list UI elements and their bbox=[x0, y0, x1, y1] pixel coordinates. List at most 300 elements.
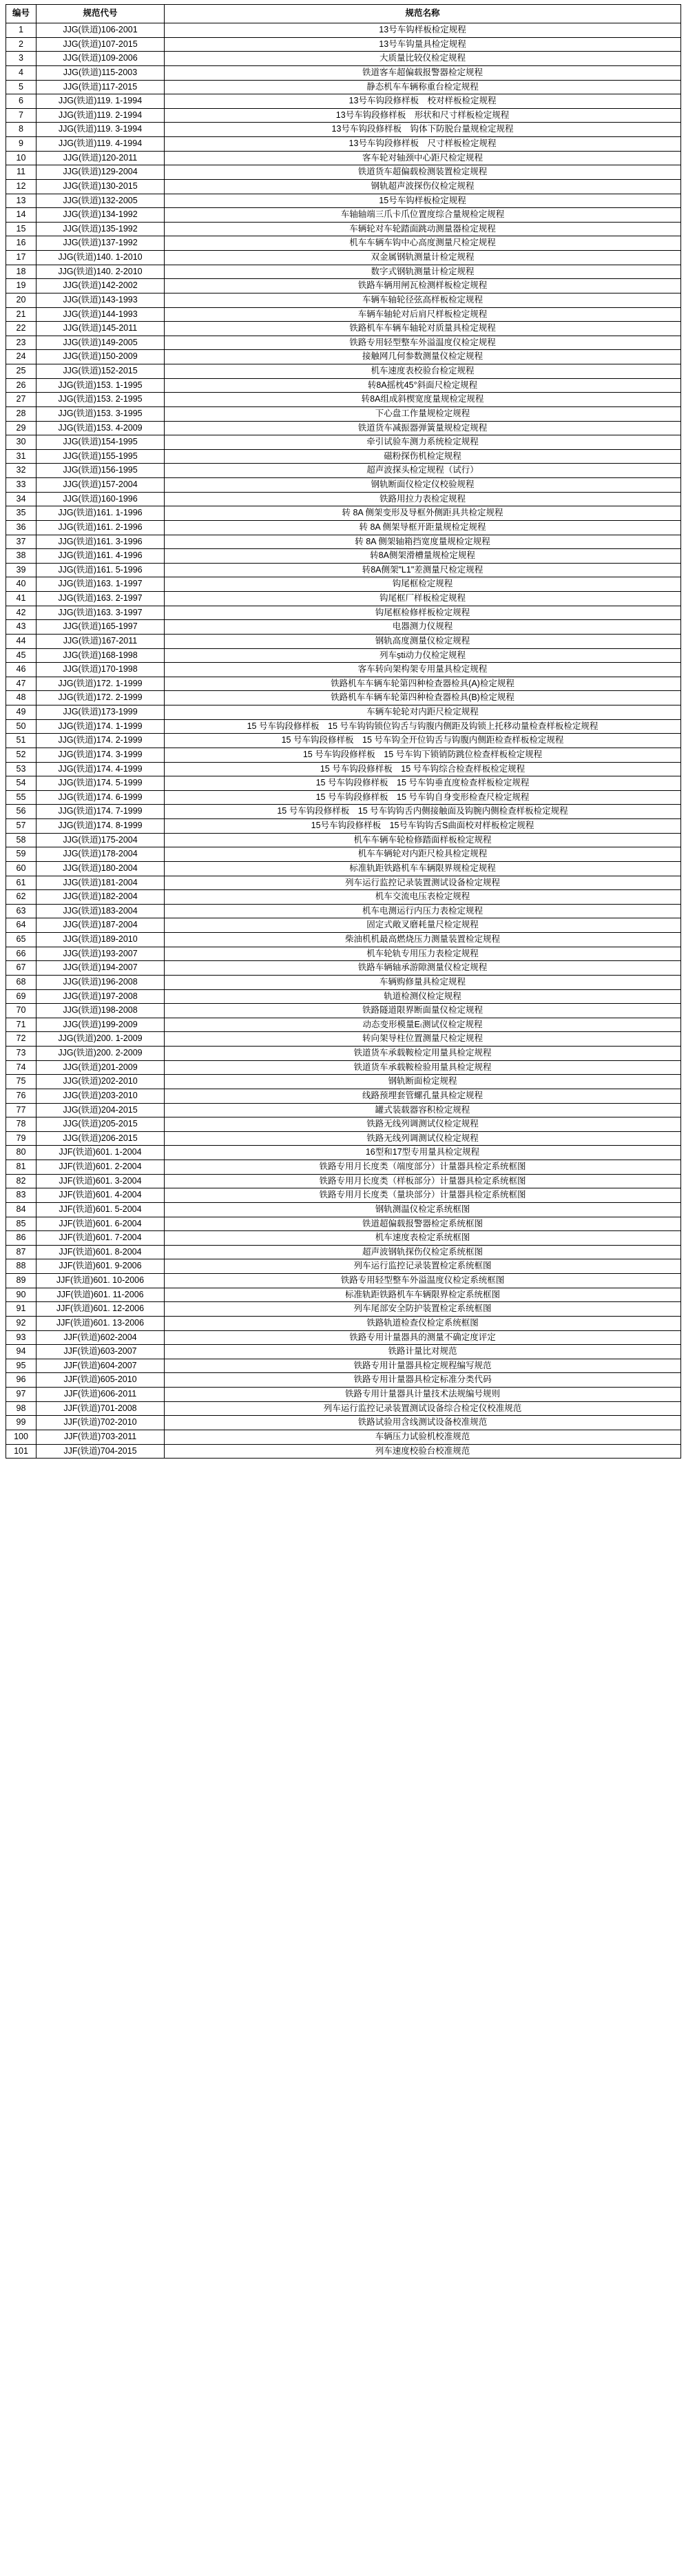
table-row bbox=[6, 606, 681, 620]
cell-number: 72 bbox=[6, 1032, 37, 1047]
cell-number: 11 bbox=[6, 165, 37, 180]
table-row bbox=[6, 1316, 681, 1330]
cell-number: 6 bbox=[6, 94, 37, 109]
table-row bbox=[6, 506, 681, 521]
cell-code: JJF(铁道)601. 3-2004 bbox=[37, 1174, 165, 1188]
cell-code: JJG(铁道)150-2009 bbox=[37, 350, 165, 364]
cell-number: 27 bbox=[6, 393, 37, 407]
cell-name: 固定式敞叉磨耗量尺检定规程 bbox=[165, 918, 681, 933]
cell-number: 63 bbox=[6, 904, 37, 918]
cell-name: 静态机车车辆称重台检定规程 bbox=[165, 80, 681, 94]
table-row bbox=[6, 975, 681, 989]
cell-number: 13 bbox=[6, 194, 37, 208]
table-row bbox=[6, 52, 681, 66]
cell-code: JJG(铁道)172. 2-1999 bbox=[37, 691, 165, 705]
table-row bbox=[6, 336, 681, 350]
cell-name: 铁路无线列调测试仪检定规程 bbox=[165, 1131, 681, 1146]
cell-number: 46 bbox=[6, 663, 37, 677]
cell-code: JJG(铁道)119. 2-1994 bbox=[37, 108, 165, 123]
cell-code: JJG(铁道)144-1993 bbox=[37, 307, 165, 322]
table-row bbox=[6, 520, 681, 535]
cell-code: JJG(铁道)149-2005 bbox=[37, 336, 165, 350]
table-row bbox=[6, 833, 681, 847]
table-row bbox=[6, 1160, 681, 1175]
table-row bbox=[6, 592, 681, 606]
cell-name: 铁路专用计量器具的测量不确定度评定 bbox=[165, 1330, 681, 1345]
cell-code: JJG(铁道)199-2009 bbox=[37, 1018, 165, 1032]
cell-number: 2 bbox=[6, 37, 37, 52]
cell-number: 78 bbox=[6, 1117, 37, 1132]
cell-code: JJG(铁道)183-2004 bbox=[37, 904, 165, 918]
cell-number: 16 bbox=[6, 236, 37, 251]
cell-code: JJG(铁道)178-2004 bbox=[37, 847, 165, 862]
cell-name: 机车轮轨专用压力表检定规程 bbox=[165, 947, 681, 961]
cell-code: JJG(铁道)196-2008 bbox=[37, 975, 165, 989]
cell-name: 转8A组成斜楔宽度量规检定规程 bbox=[165, 393, 681, 407]
cell-code: JJG(铁道)161. 2-1996 bbox=[37, 520, 165, 535]
cell-number: 67 bbox=[6, 961, 37, 976]
table-row bbox=[6, 65, 681, 80]
cell-code: JJG(铁道)167-2011 bbox=[37, 634, 165, 648]
cell-code: JJF(铁道)601. 6-2004 bbox=[37, 1217, 165, 1231]
cell-number: 86 bbox=[6, 1231, 37, 1246]
table-row bbox=[6, 236, 681, 251]
cell-name: 轨道检测仪检定规程 bbox=[165, 989, 681, 1004]
cell-name: 机车车辆车轮检修踏面样板检定规程 bbox=[165, 833, 681, 847]
cell-name: 接触网几何参数测量仪检定规程 bbox=[165, 350, 681, 364]
table-row bbox=[6, 634, 681, 648]
cell-number: 93 bbox=[6, 1330, 37, 1345]
cell-name: 车辆车轴轮对后肩尺样板检定规程 bbox=[165, 307, 681, 322]
cell-number: 26 bbox=[6, 378, 37, 393]
cell-name: 机车车辆轮对内距尺检具检定规程 bbox=[165, 847, 681, 862]
cell-code: JJF(铁道)601. 5-2004 bbox=[37, 1202, 165, 1217]
cell-number: 65 bbox=[6, 933, 37, 947]
table-row bbox=[6, 748, 681, 762]
cell-name: 转 8A 侧架轴箱挡宽度量规检定规程 bbox=[165, 535, 681, 549]
cell-name: 车轴轴端三爪卡爪位置度综合量规检定规程 bbox=[165, 208, 681, 223]
cell-number: 44 bbox=[6, 634, 37, 648]
cell-number: 19 bbox=[6, 279, 37, 293]
cell-code: JJG(铁道)173-1999 bbox=[37, 705, 165, 720]
cell-code: JJG(铁道)174. 4-1999 bbox=[37, 762, 165, 776]
cell-name: 铁路机车车辆车轴轮对质量具检定规程 bbox=[165, 322, 681, 336]
cell-code: JJF(铁道)601. 2-2004 bbox=[37, 1160, 165, 1175]
cell-code: JJG(铁道)163. 3-1997 bbox=[37, 606, 165, 620]
cell-name: 16型和17型专用量具检定规程 bbox=[165, 1146, 681, 1160]
cell-code: JJG(铁道)120-2011 bbox=[37, 151, 165, 165]
cell-name: 铁路轨道检查仪检定系统框图 bbox=[165, 1316, 681, 1330]
cell-number: 89 bbox=[6, 1274, 37, 1288]
cell-name: 铁道货车承载鞍检定用量具检定规程 bbox=[165, 1047, 681, 1061]
table-row bbox=[6, 549, 681, 564]
cell-name: 铁道超偏载报警器检定系统框图 bbox=[165, 1217, 681, 1231]
table-row bbox=[6, 1131, 681, 1146]
cell-code: JJG(铁道)145-2011 bbox=[37, 322, 165, 336]
cell-number: 35 bbox=[6, 506, 37, 521]
cell-name: 机车交流电压表检定规程 bbox=[165, 890, 681, 905]
cell-number: 100 bbox=[6, 1430, 37, 1444]
table-row bbox=[6, 1018, 681, 1032]
cell-number: 12 bbox=[6, 179, 37, 194]
cell-code: JJG(铁道)189-2010 bbox=[37, 933, 165, 947]
cell-name: 列车尾部安全防护装置检定系统框图 bbox=[165, 1302, 681, 1317]
table-row bbox=[6, 94, 681, 109]
cell-code: JJG(铁道)143-1993 bbox=[37, 293, 165, 307]
table-row bbox=[6, 1231, 681, 1246]
cell-name: 车辆车轮轮对内距尺检定规程 bbox=[165, 705, 681, 720]
cell-number: 92 bbox=[6, 1316, 37, 1330]
cell-number: 7 bbox=[6, 108, 37, 123]
cell-name: 列车运行监控记录装置测试设备检定规程 bbox=[165, 876, 681, 890]
cell-code: JJG(铁道)153. 1-1995 bbox=[37, 378, 165, 393]
cell-code: JJF(铁道)601. 1-2004 bbox=[37, 1146, 165, 1160]
cell-name: 铁路用拉力表检定规程 bbox=[165, 492, 681, 506]
cell-name: 铁路专用月长度类（样板部分）计量器具检定系统框图 bbox=[165, 1174, 681, 1188]
cell-number: 1 bbox=[6, 23, 37, 38]
cell-name: 客车转向架构架专用量具检定规程 bbox=[165, 663, 681, 677]
table-row bbox=[6, 222, 681, 236]
cell-name: 15 号车钩段修样板 15 号车钩自身变形检查尺检定规程 bbox=[165, 790, 681, 805]
table-row bbox=[6, 293, 681, 307]
cell-number: 90 bbox=[6, 1288, 37, 1302]
table-row bbox=[6, 322, 681, 336]
table-row bbox=[6, 1274, 681, 1288]
cell-name: 数字式钢轨测量计检定规程 bbox=[165, 265, 681, 279]
cell-name: 15 号车钩段修样板 15 号车钩钩舌内侧接触面及钩腕内侧检查样板检定规程 bbox=[165, 805, 681, 819]
cell-code: JJG(铁道)130-2015 bbox=[37, 179, 165, 194]
cell-code: JJG(铁道)153. 2-1995 bbox=[37, 393, 165, 407]
cell-number: 22 bbox=[6, 322, 37, 336]
cell-number: 75 bbox=[6, 1075, 37, 1089]
cell-code: JJG(铁道)174. 7-1999 bbox=[37, 805, 165, 819]
cell-number: 81 bbox=[6, 1160, 37, 1175]
table-row bbox=[6, 37, 681, 52]
cell-number: 3 bbox=[6, 52, 37, 66]
cell-name: 机车车辆车钩中心高度测量尺检定规程 bbox=[165, 236, 681, 251]
table-row bbox=[6, 933, 681, 947]
cell-code: JJG(铁道)174. 5-1999 bbox=[37, 776, 165, 791]
table-row bbox=[6, 378, 681, 393]
cell-name: 转 8A 侧架导框开距量规检定规程 bbox=[165, 520, 681, 535]
cell-code: JJG(铁道)119. 3-1994 bbox=[37, 123, 165, 137]
cell-name: 13号车钩段修样板 尺寸样板检定规程 bbox=[165, 137, 681, 152]
cell-name: 电器测力仪规程 bbox=[165, 620, 681, 635]
table-row bbox=[6, 364, 681, 379]
cell-name: 钩尾框检定规程 bbox=[165, 577, 681, 592]
table-row bbox=[6, 663, 681, 677]
cell-code: JJG(铁道)142-2002 bbox=[37, 279, 165, 293]
cell-name: 车辆车轴轮径弦高样板检定规程 bbox=[165, 293, 681, 307]
table-row bbox=[6, 1032, 681, 1047]
table-row bbox=[6, 1174, 681, 1188]
cell-code: JJG(铁道)160-1996 bbox=[37, 492, 165, 506]
cell-number: 95 bbox=[6, 1359, 37, 1373]
cell-name: 钢轨高度测量仪检定规程 bbox=[165, 634, 681, 648]
table-row bbox=[6, 80, 681, 94]
cell-name: 铁路机车车辆车轮第四种检查器检具(A)检定规程 bbox=[165, 677, 681, 691]
table-row bbox=[6, 620, 681, 635]
cell-name: 铁路无线列调测试仪检定规程 bbox=[165, 1117, 681, 1132]
cell-name: 15 号车钩段修样板 15 号车钩全开位钩舌与钩腹内侧距检查样板检定规程 bbox=[165, 734, 681, 748]
cell-number: 47 bbox=[6, 677, 37, 691]
cell-code: JJG(铁道)170-1998 bbox=[37, 663, 165, 677]
cell-name: 标准轨距铁路机车车辆限界检定系统框图 bbox=[165, 1288, 681, 1302]
table-row bbox=[6, 435, 681, 450]
cell-code: JJF(铁道)605-2010 bbox=[37, 1373, 165, 1388]
cell-number: 96 bbox=[6, 1373, 37, 1388]
cell-name: 下心盘工作量规检定规程 bbox=[165, 406, 681, 421]
cell-number: 71 bbox=[6, 1018, 37, 1032]
table-row bbox=[6, 478, 681, 493]
table-row bbox=[6, 805, 681, 819]
cell-code: JJG(铁道)204-2015 bbox=[37, 1103, 165, 1117]
cell-code: JJF(铁道)601. 7-2004 bbox=[37, 1231, 165, 1246]
table-row bbox=[6, 1330, 681, 1345]
cell-code: JJG(铁道)180-2004 bbox=[37, 861, 165, 876]
cell-name: 钩尾框检修样板检定规程 bbox=[165, 606, 681, 620]
table-row bbox=[6, 1089, 681, 1103]
cell-name: 铁道货车减振器弹簧量规检定规程 bbox=[165, 421, 681, 435]
table-row bbox=[6, 776, 681, 791]
cell-name: 标准轨距铁路机车车辆限界规检定规程 bbox=[165, 861, 681, 876]
cell-number: 66 bbox=[6, 947, 37, 961]
cell-code: JJG(铁道)165-1997 bbox=[37, 620, 165, 635]
table-row bbox=[6, 1047, 681, 1061]
cell-code: JJG(铁道)163. 1-1997 bbox=[37, 577, 165, 592]
table-body bbox=[6, 23, 681, 1459]
table-row bbox=[6, 137, 681, 152]
cell-name: 客车轮对轴颈中心距尺检定规程 bbox=[165, 151, 681, 165]
cell-code: JJG(铁道)175-2004 bbox=[37, 833, 165, 847]
table-row bbox=[6, 165, 681, 180]
table-row bbox=[6, 876, 681, 890]
cell-number: 80 bbox=[6, 1146, 37, 1160]
cell-number: 34 bbox=[6, 492, 37, 506]
column-header-code: 规范代号 bbox=[37, 5, 165, 23]
cell-name: 转 8A 侧架变形及导框外侧距具共检定规程 bbox=[165, 506, 681, 521]
cell-code: JJG(铁道)153. 4-2009 bbox=[37, 421, 165, 435]
cell-number: 9 bbox=[6, 137, 37, 152]
cell-number: 88 bbox=[6, 1259, 37, 1274]
cell-number: 68 bbox=[6, 975, 37, 989]
cell-number: 5 bbox=[6, 80, 37, 94]
table-row bbox=[6, 1388, 681, 1402]
table-row bbox=[6, 1373, 681, 1388]
cell-name: 13号车钩量具检定规程 bbox=[165, 37, 681, 52]
cell-name: 钢轨断面检定规程 bbox=[165, 1075, 681, 1089]
cell-number: 85 bbox=[6, 1217, 37, 1231]
cell-name: 铁道客车超偏载报警器检定规程 bbox=[165, 65, 681, 80]
table-row bbox=[6, 208, 681, 223]
table-row bbox=[6, 151, 681, 165]
cell-number: 30 bbox=[6, 435, 37, 450]
cell-number: 57 bbox=[6, 819, 37, 834]
table-row bbox=[6, 1416, 681, 1430]
cell-code: JJG(铁道)119. 1-1994 bbox=[37, 94, 165, 109]
cell-name: 铁路机车车辆车轮第四种检查器检具(B)检定规程 bbox=[165, 691, 681, 705]
table-row bbox=[6, 790, 681, 805]
cell-code: JJG(铁道)154-1995 bbox=[37, 435, 165, 450]
cell-code: JJG(铁道)161. 3-1996 bbox=[37, 535, 165, 549]
cell-number: 21 bbox=[6, 307, 37, 322]
cell-code: JJG(铁道)168-1998 bbox=[37, 648, 165, 663]
cell-name: 线路预埋套管螺孔量具检定规程 bbox=[165, 1089, 681, 1103]
table-row bbox=[6, 194, 681, 208]
cell-name: 超声波探头检定规程（试行） bbox=[165, 464, 681, 478]
cell-number: 52 bbox=[6, 748, 37, 762]
cell-code: JJF(铁道)604-2007 bbox=[37, 1359, 165, 1373]
cell-code: JJF(铁道)702-2010 bbox=[37, 1416, 165, 1430]
cell-number: 83 bbox=[6, 1188, 37, 1203]
cell-number: 82 bbox=[6, 1174, 37, 1188]
table-row bbox=[6, 1060, 681, 1075]
cell-number: 25 bbox=[6, 364, 37, 379]
cell-name: 铁路专用月长度类（量块部分）计量器具检定系统框图 bbox=[165, 1188, 681, 1203]
table-row bbox=[6, 563, 681, 577]
cell-name: 转向架导柱位置测量尺检定规程 bbox=[165, 1032, 681, 1047]
table-row bbox=[6, 1217, 681, 1231]
cell-code: JJG(铁道)163. 2-1997 bbox=[37, 592, 165, 606]
cell-code: JJG(铁道)182-2004 bbox=[37, 890, 165, 905]
table-row bbox=[6, 535, 681, 549]
cell-code: JJG(铁道)119. 4-1994 bbox=[37, 137, 165, 152]
table-row bbox=[6, 904, 681, 918]
cell-code: JJG(铁道)194-2007 bbox=[37, 961, 165, 976]
table-row bbox=[6, 279, 681, 293]
table-row bbox=[6, 393, 681, 407]
cell-code: JJG(铁道)201-2009 bbox=[37, 1060, 165, 1075]
table-row bbox=[6, 179, 681, 194]
cell-number: 74 bbox=[6, 1060, 37, 1075]
cell-name: 铁路专用计量器具检定规程编写规范 bbox=[165, 1359, 681, 1373]
table-row bbox=[6, 847, 681, 862]
cell-name: 钩尾框厂样板检定规程 bbox=[165, 592, 681, 606]
table-row bbox=[6, 1117, 681, 1132]
cell-name: 铁路专用计量器具检定标准分类代码 bbox=[165, 1373, 681, 1388]
cell-code: JJG(铁道)206-2015 bbox=[37, 1131, 165, 1146]
table-row bbox=[6, 350, 681, 364]
cell-number: 55 bbox=[6, 790, 37, 805]
table-row bbox=[6, 1430, 681, 1444]
cell-code: JJG(铁道)161. 5-1996 bbox=[37, 563, 165, 577]
cell-code: JJG(铁道)202-2010 bbox=[37, 1075, 165, 1089]
cell-code: JJG(铁道)181-2004 bbox=[37, 876, 165, 890]
cell-name: 列车ști动力仪检定规程 bbox=[165, 648, 681, 663]
cell-number: 97 bbox=[6, 1388, 37, 1402]
cell-number: 32 bbox=[6, 464, 37, 478]
table-row bbox=[6, 1004, 681, 1018]
table-row bbox=[6, 691, 681, 705]
cell-number: 17 bbox=[6, 251, 37, 265]
cell-code: JJG(铁道)203-2010 bbox=[37, 1089, 165, 1103]
cell-number: 77 bbox=[6, 1103, 37, 1117]
cell-name: 15 号车钩段修样板 15 号车钩综合检查样板检定规程 bbox=[165, 762, 681, 776]
cell-code: JJG(铁道)200. 1-2009 bbox=[37, 1032, 165, 1047]
cell-name: 铁路试验用含线测试设备校准规范 bbox=[165, 1416, 681, 1430]
cell-code: JJG(铁道)197-2008 bbox=[37, 989, 165, 1004]
table-row bbox=[6, 449, 681, 464]
cell-name: 超声波钢轨探伤仪检定系统框图 bbox=[165, 1245, 681, 1259]
cell-code: JJG(铁道)161. 4-1996 bbox=[37, 549, 165, 564]
cell-code: JJF(铁道)601. 10-2006 bbox=[37, 1274, 165, 1288]
cell-code: JJG(铁道)187-2004 bbox=[37, 918, 165, 933]
cell-number: 33 bbox=[6, 478, 37, 493]
table-row bbox=[6, 123, 681, 137]
cell-name: 钢轨测温仪检定系统框图 bbox=[165, 1202, 681, 1217]
cell-name: 列车运行监控记录装置检定系统框图 bbox=[165, 1259, 681, 1274]
cell-code: JJG(铁道)115-2003 bbox=[37, 65, 165, 80]
cell-code: JJG(铁道)172. 1-1999 bbox=[37, 677, 165, 691]
cell-number: 79 bbox=[6, 1131, 37, 1146]
cell-number: 54 bbox=[6, 776, 37, 791]
table-row bbox=[6, 861, 681, 876]
cell-code: JJF(铁道)601. 4-2004 bbox=[37, 1188, 165, 1203]
cell-name: 铁路专用轻型整车外溢温度仪检定系统框图 bbox=[165, 1274, 681, 1288]
cell-name: 机车速度表校验台检定规程 bbox=[165, 364, 681, 379]
cell-number: 98 bbox=[6, 1401, 37, 1416]
table-header bbox=[6, 5, 681, 23]
table-row bbox=[6, 961, 681, 976]
cell-number: 40 bbox=[6, 577, 37, 592]
cell-number: 76 bbox=[6, 1089, 37, 1103]
cell-number: 43 bbox=[6, 620, 37, 635]
cell-code: JJG(铁道)129-2004 bbox=[37, 165, 165, 180]
cell-number: 70 bbox=[6, 1004, 37, 1018]
cell-code: JJG(铁道)174. 8-1999 bbox=[37, 819, 165, 834]
cell-name: 大质量比较仪检定规程 bbox=[165, 52, 681, 66]
cell-code: JJG(铁道)174. 6-1999 bbox=[37, 790, 165, 805]
table-row bbox=[6, 648, 681, 663]
table-row bbox=[6, 890, 681, 905]
cell-name: 柴油机机最高燃烧压力测量装置检定规程 bbox=[165, 933, 681, 947]
cell-code: JJG(铁道)109-2006 bbox=[37, 52, 165, 66]
cell-code: JJF(铁道)606-2011 bbox=[37, 1388, 165, 1402]
cell-number: 38 bbox=[6, 549, 37, 564]
cell-name: 双金属钢轨测量计检定规程 bbox=[165, 251, 681, 265]
table-row bbox=[6, 1259, 681, 1274]
cell-number: 31 bbox=[6, 449, 37, 464]
cell-name: 15 号车钩段修样板 15 号车钩垂直度检查样板检定规程 bbox=[165, 776, 681, 791]
cell-name: 机车速度表检定系统框图 bbox=[165, 1231, 681, 1246]
cell-number: 23 bbox=[6, 336, 37, 350]
cell-number: 50 bbox=[6, 719, 37, 734]
table-row bbox=[6, 251, 681, 265]
cell-number: 56 bbox=[6, 805, 37, 819]
table-row bbox=[6, 734, 681, 748]
cell-number: 39 bbox=[6, 563, 37, 577]
cell-number: 28 bbox=[6, 406, 37, 421]
table-row bbox=[6, 1202, 681, 1217]
cell-number: 84 bbox=[6, 1202, 37, 1217]
table-row bbox=[6, 1075, 681, 1089]
table-row bbox=[6, 1345, 681, 1359]
table-row bbox=[6, 23, 681, 38]
cell-code: JJG(铁道)132-2005 bbox=[37, 194, 165, 208]
cell-code: JJF(铁道)601. 12-2006 bbox=[37, 1302, 165, 1317]
table-row bbox=[6, 677, 681, 691]
table-row bbox=[6, 1444, 681, 1459]
cell-code: JJG(铁道)198-2008 bbox=[37, 1004, 165, 1018]
cell-number: 4 bbox=[6, 65, 37, 80]
cell-name: 铁路车辆轴承游隙测量仪检定规程 bbox=[165, 961, 681, 976]
cell-name: 磁粉探伤机检定规程 bbox=[165, 449, 681, 464]
cell-code: JJF(铁道)701-2008 bbox=[37, 1401, 165, 1416]
cell-number: 53 bbox=[6, 762, 37, 776]
cell-number: 99 bbox=[6, 1416, 37, 1430]
table-row bbox=[6, 1359, 681, 1373]
cell-number: 18 bbox=[6, 265, 37, 279]
